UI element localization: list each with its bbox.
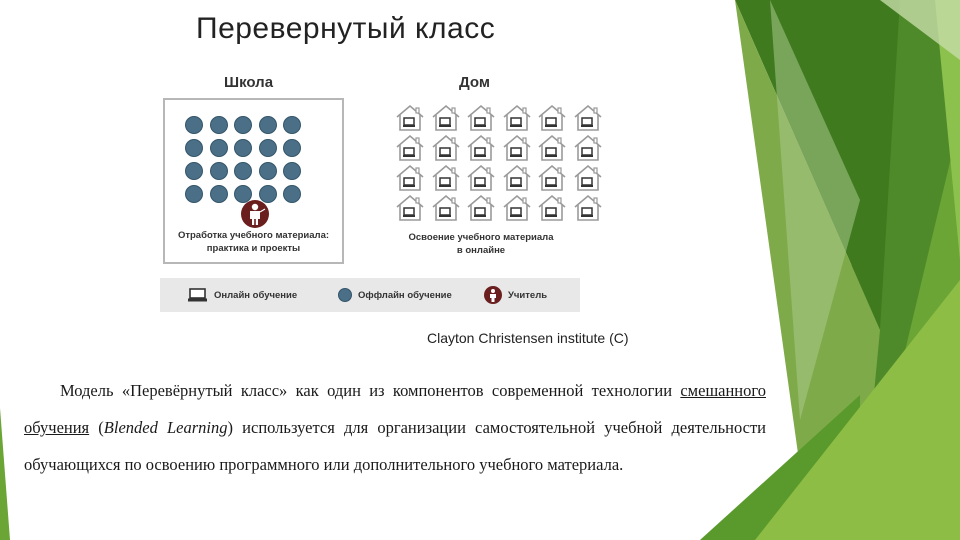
home-label: Дом [459, 74, 490, 91]
house-icon [573, 104, 603, 132]
teacher-icon [241, 200, 269, 228]
student-dot [234, 162, 252, 180]
house-icon [537, 134, 567, 162]
student-dot [283, 139, 301, 157]
student-grid [185, 116, 301, 203]
laptop-icon [188, 287, 208, 303]
house-icon [395, 104, 425, 132]
body-paragraph [24, 372, 766, 483]
para-underlined-1: смешанного [680, 381, 766, 400]
para-text-3: ) используется для организации самостоятельной учебной деятельности обучающихся по освоению программного или дополнительного учебного материала. [24, 418, 766, 474]
house-icon [537, 194, 567, 222]
house-icon [573, 164, 603, 192]
legend-label-teacher: Учитель [508, 289, 548, 301]
house-icon [466, 134, 496, 162]
student-dot [283, 116, 301, 134]
house-icon [395, 194, 425, 222]
student-dot [234, 116, 252, 134]
student-dot [283, 162, 301, 180]
student-dot [259, 139, 277, 157]
school-caption-line1: Отработка учебного материала: [177, 230, 330, 241]
home-caption-line1: Освоение учебного материала [408, 232, 554, 243]
student-dot [210, 139, 228, 157]
house-icon [573, 134, 603, 162]
student-dot [210, 116, 228, 134]
legend-label-offline: Оффлайн обучение [358, 289, 452, 301]
house-icon [502, 104, 532, 132]
legend-item-online [188, 287, 297, 303]
dot-icon [338, 288, 352, 302]
legend [160, 278, 580, 312]
student-dot [259, 162, 277, 180]
figure-title: Перевернутый класс [196, 12, 496, 45]
house-icon [395, 134, 425, 162]
home-caption-line2: в онлайне [456, 245, 506, 256]
house-icon [537, 164, 567, 192]
house-icon [395, 164, 425, 192]
house-icon [431, 104, 461, 132]
school-label: Школа [224, 74, 274, 91]
student-dot [259, 116, 277, 134]
house-grid [395, 104, 603, 222]
house-icon [466, 194, 496, 222]
teacher-legend-icon [484, 286, 502, 304]
house-icon [466, 164, 496, 192]
student-dot [210, 162, 228, 180]
house-icon [573, 194, 603, 222]
house-icon [502, 134, 532, 162]
para-underlined-2: обучения [24, 418, 90, 437]
home-caption [386, 231, 576, 257]
house-icon [466, 104, 496, 132]
student-dot [210, 185, 228, 203]
legend-item-offline [338, 287, 452, 303]
house-icon [502, 194, 532, 222]
para-text-1: Модель «Перевёрнутый класс» как один из компонентов современной технологии [60, 381, 681, 400]
student-dot [185, 185, 203, 203]
school-caption [163, 229, 344, 255]
figure-credit: Clayton Christensen institute (C) [427, 330, 629, 346]
deco-triangle [0, 408, 10, 540]
school-caption-line2: практика и проекты [206, 243, 301, 254]
legend-item-teacher [484, 287, 547, 303]
house-icon [431, 164, 461, 192]
para-text-2: ( [89, 418, 104, 437]
student-dot [259, 185, 277, 203]
student-dot [185, 162, 203, 180]
student-dot [185, 139, 203, 157]
student-dot [283, 185, 301, 203]
house-icon [537, 104, 567, 132]
legend-label-online: Онлайн обучение [214, 289, 298, 301]
house-icon [431, 194, 461, 222]
student-dot [234, 139, 252, 157]
student-dot [185, 116, 203, 134]
house-icon [502, 164, 532, 192]
para-italic: Blended Learning [103, 418, 228, 437]
house-icon [431, 134, 461, 162]
